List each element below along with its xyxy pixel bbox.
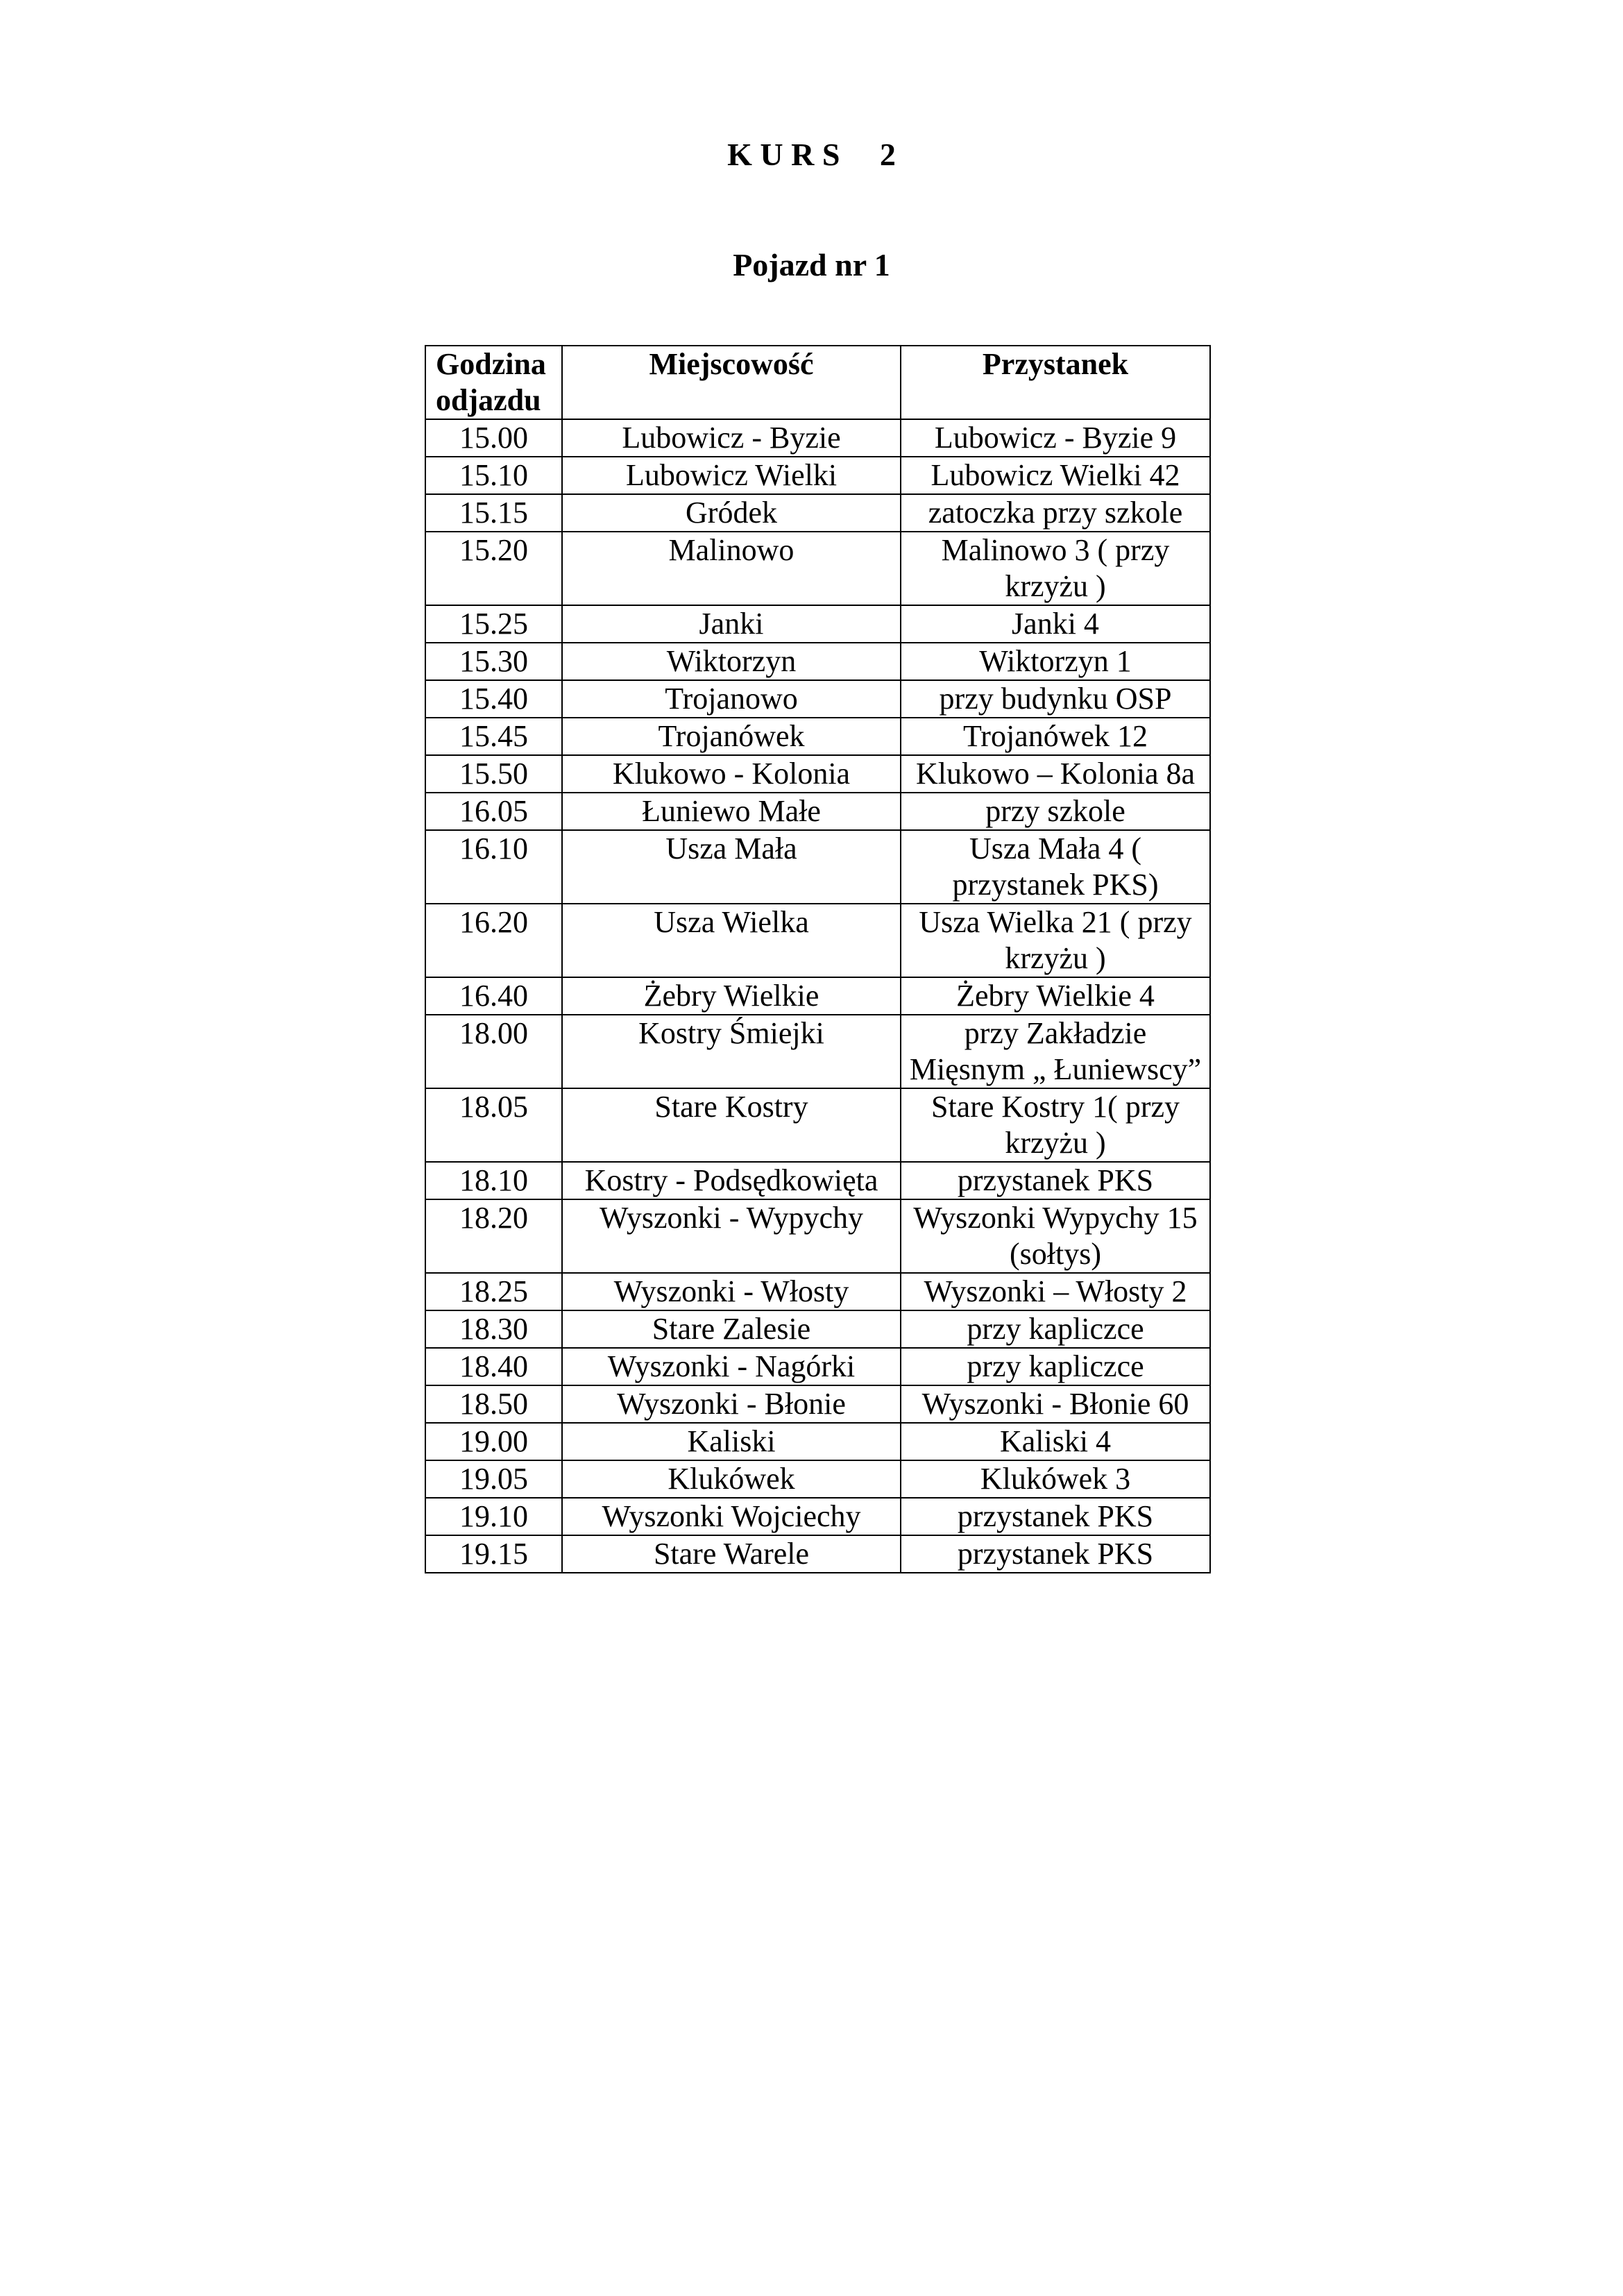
locality-cell: Stare Zalesie (562, 1310, 901, 1348)
departure-time-cell: 19.15 (425, 1535, 562, 1573)
table-row (425, 1423, 1210, 1460)
departure-time-cell: 16.10 (425, 830, 562, 904)
locality-cell: Trojanówek (562, 718, 901, 755)
locality-cell: Wyszonki Wojciechy (562, 1498, 901, 1535)
departure-time-cell: 18.50 (425, 1385, 562, 1423)
locality-cell: Kostry - Podsędkowięta (562, 1162, 901, 1199)
departure-time-cell: 15.40 (425, 680, 562, 718)
locality-cell: Gródek (562, 494, 901, 532)
stop-cell: Wiktorzyn 1 (901, 643, 1210, 680)
table-row (425, 1385, 1210, 1423)
table-row (425, 457, 1210, 494)
departure-time-cell: 18.25 (425, 1273, 562, 1310)
stop-cell: Klukowo – Kolonia 8a (901, 755, 1210, 793)
locality-cell: Kaliski (562, 1423, 901, 1460)
departure-time-cell: 15.50 (425, 755, 562, 793)
table-header-row (425, 346, 1210, 419)
locality-cell: Kostry Śmiejki (562, 1015, 901, 1088)
departure-time-cell: 15.30 (425, 643, 562, 680)
stop-cell: Lubowicz - Byzie 9 (901, 419, 1210, 457)
table-row (425, 532, 1210, 605)
table-row (425, 977, 1210, 1015)
departure-time-cell: 18.10 (425, 1162, 562, 1199)
table-row (425, 1535, 1210, 1573)
departure-time-cell: 18.00 (425, 1015, 562, 1088)
stop-cell: Trojanówek 12 (901, 718, 1210, 755)
stop-cell: Lubowicz Wielki 42 (901, 457, 1210, 494)
departure-time-cell: 16.05 (425, 793, 562, 830)
stop-cell: Usza Mała 4 ( przystanek PKS) (901, 830, 1210, 904)
departure-time-cell: 18.40 (425, 1348, 562, 1385)
table-row (425, 419, 1210, 457)
stop-cell: Wyszonki - Błonie 60 (901, 1385, 1210, 1423)
locality-cell: Wiktorzyn (562, 643, 901, 680)
stop-cell: Usza Wielka 21 ( przy krzyżu ) (901, 904, 1210, 977)
table-row (425, 1310, 1210, 1348)
locality-cell: Lubowicz - Byzie (562, 419, 901, 457)
locality-cell: Lubowicz Wielki (562, 457, 901, 494)
table-row (425, 1348, 1210, 1385)
locality-cell: Łuniewo Małe (562, 793, 901, 830)
locality-cell: Wyszonki - Błonie (562, 1385, 901, 1423)
table-row (425, 494, 1210, 532)
departure-time-cell: 16.40 (425, 977, 562, 1015)
stop-cell: Klukówek 3 (901, 1460, 1210, 1498)
header-departure-time: Godzina odjazdu (425, 346, 562, 419)
stop-cell: przy szkole (901, 793, 1210, 830)
departure-time-cell: 15.25 (425, 605, 562, 643)
locality-cell: Janki (562, 605, 901, 643)
table-row (425, 1088, 1210, 1162)
stop-cell: przy Zakładzie Mięsnym „ Łuniewscy” (901, 1015, 1210, 1088)
stop-cell: przystanek PKS (901, 1162, 1210, 1199)
departure-time-cell: 19.00 (425, 1423, 562, 1460)
stop-cell: przystanek PKS (901, 1498, 1210, 1535)
locality-cell: Wyszonki - Wypychy (562, 1199, 901, 1273)
departure-time-cell: 15.10 (425, 457, 562, 494)
schedule-table (425, 345, 1211, 1573)
table-row (425, 904, 1210, 977)
table-row (425, 1498, 1210, 1535)
stop-cell: Kaliski 4 (901, 1423, 1210, 1460)
table-row (425, 1199, 1210, 1273)
header-stop: Przystanek (901, 346, 1210, 419)
departure-time-cell: 15.15 (425, 494, 562, 532)
locality-cell: Malinowo (562, 532, 901, 605)
stop-cell: przy kapliczce (901, 1310, 1210, 1348)
locality-cell: Wyszonki - Włosty (562, 1273, 901, 1310)
table-row (425, 1273, 1210, 1310)
locality-cell: Trojanowo (562, 680, 901, 718)
departure-time-cell: 18.05 (425, 1088, 562, 1162)
departure-time-cell: 16.20 (425, 904, 562, 977)
departure-time-cell: 18.20 (425, 1199, 562, 1273)
stop-cell: Żebry Wielkie 4 (901, 977, 1210, 1015)
stop-cell: Stare Kostry 1( przy krzyżu ) (901, 1088, 1210, 1162)
table-row (425, 643, 1210, 680)
table-row (425, 1162, 1210, 1199)
locality-cell: Stare Kostry (562, 1088, 901, 1162)
locality-cell: Klukowo - Kolonia (562, 755, 901, 793)
table-row (425, 1460, 1210, 1498)
locality-cell: Stare Warele (562, 1535, 901, 1573)
vehicle-subtitle: Pojazd nr 1 (733, 247, 890, 282)
schedule-body (425, 419, 1210, 1573)
stop-cell: Malinowo 3 ( przy krzyżu ) (901, 532, 1210, 605)
departure-time-cell: 19.05 (425, 1460, 562, 1498)
table-row (425, 1015, 1210, 1088)
stop-cell: Wyszonki Wypychy 15 (sołtys) (901, 1199, 1210, 1273)
departure-time-cell: 15.20 (425, 532, 562, 605)
locality-cell: Żebry Wielkie (562, 977, 901, 1015)
departure-time-cell: 15.00 (425, 419, 562, 457)
stop-cell: przy kapliczce (901, 1348, 1210, 1385)
table-row (425, 755, 1210, 793)
header-locality: Miejscowość (562, 346, 901, 419)
departure-time-cell: 19.10 (425, 1498, 562, 1535)
table-row (425, 830, 1210, 904)
table-row (425, 680, 1210, 718)
table-row (425, 793, 1210, 830)
departure-time-cell: 15.45 (425, 718, 562, 755)
stop-cell: Janki 4 (901, 605, 1210, 643)
table-row (425, 718, 1210, 755)
locality-cell: Usza Wielka (562, 904, 901, 977)
table-row (425, 605, 1210, 643)
departure-time-cell: 18.30 (425, 1310, 562, 1348)
page-title: K U R S 2 (727, 137, 896, 172)
locality-cell: Usza Mała (562, 830, 901, 904)
stop-cell: przystanek PKS (901, 1535, 1210, 1573)
locality-cell: Wyszonki - Nagórki (562, 1348, 901, 1385)
stop-cell: przy budynku OSP (901, 680, 1210, 718)
locality-cell: Klukówek (562, 1460, 901, 1498)
stop-cell: Wyszonki – Włosty 2 (901, 1273, 1210, 1310)
stop-cell: zatoczka przy szkole (901, 494, 1210, 532)
